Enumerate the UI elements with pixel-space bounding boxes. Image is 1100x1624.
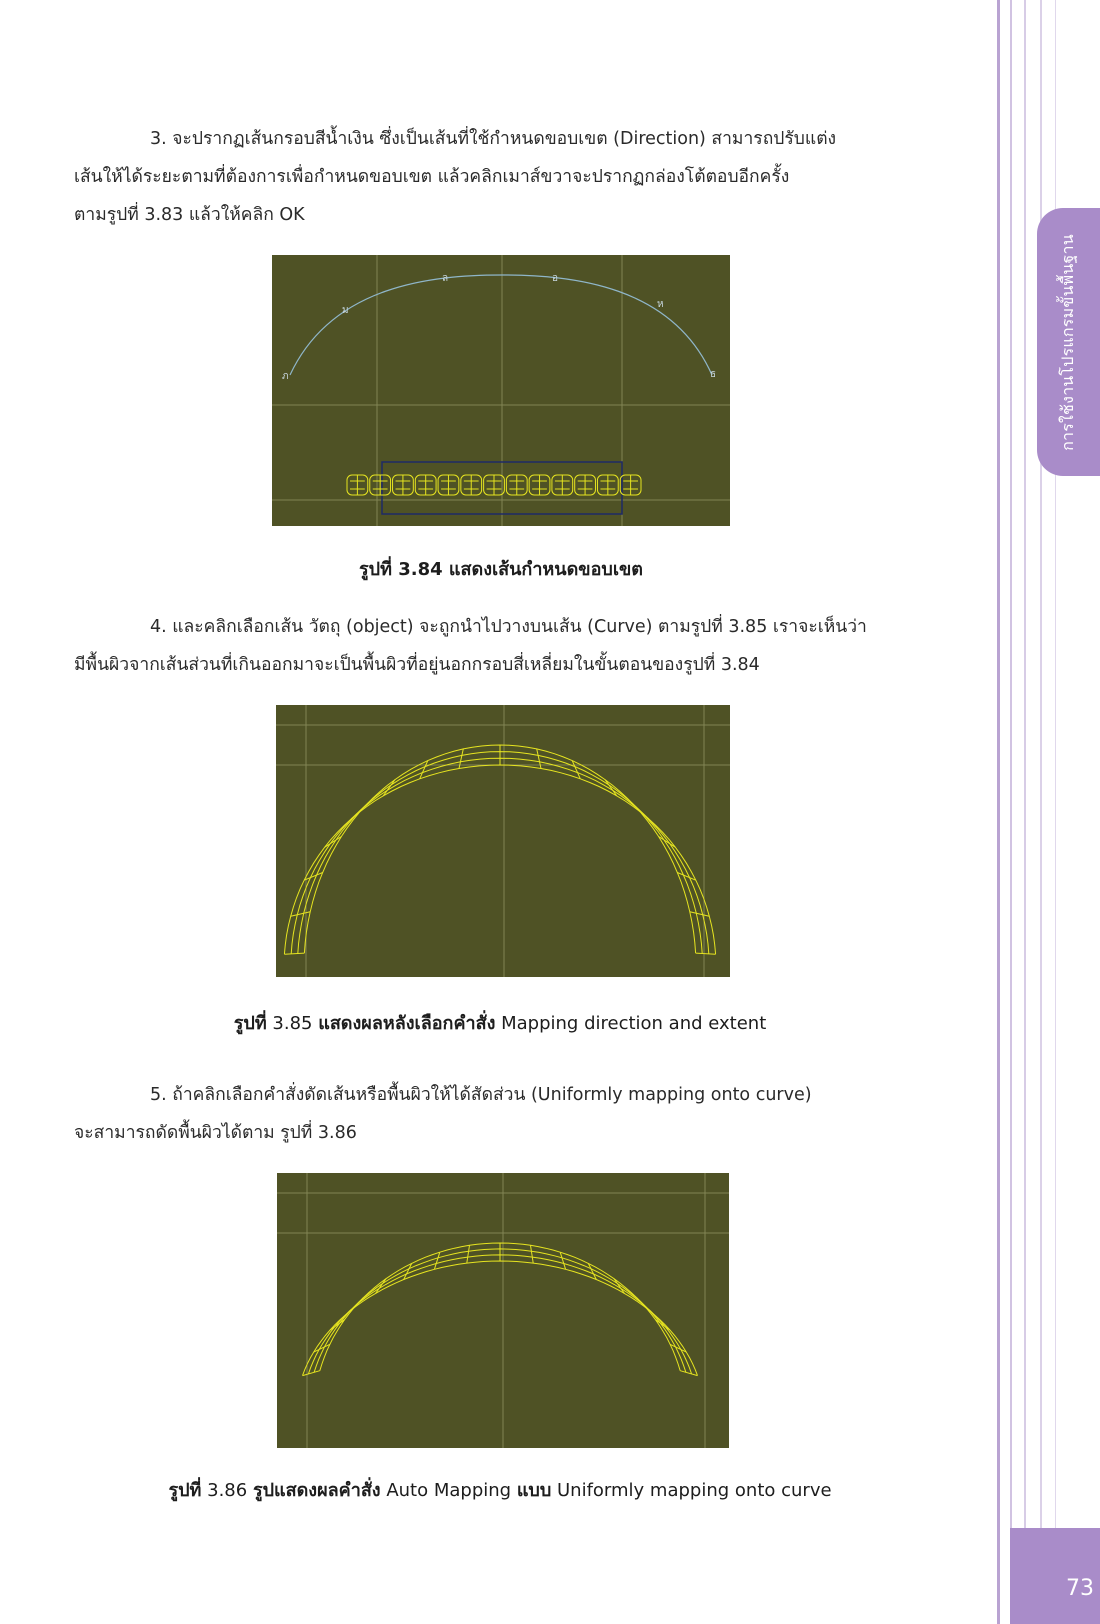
wire-segment: [330, 1320, 345, 1331]
wire-segment: [284, 953, 304, 954]
wire-segment: [291, 912, 311, 916]
caption-text: Uniformly mapping onto curve: [551, 1480, 832, 1501]
caption-text: แบบ: [516, 1480, 552, 1501]
paragraph-step-4: [74, 608, 954, 684]
wire-segment: [634, 805, 649, 819]
page-number-block: [1010, 1528, 1100, 1624]
caption-text: รูปที่: [233, 1013, 267, 1034]
wire-segment: [637, 1298, 650, 1311]
margin-rail: [997, 0, 1000, 1624]
margin-rail: [1024, 0, 1026, 1624]
chapter-side-tab-label: การใช้งานโปรแกรมขั้นพื้นฐาน: [1058, 233, 1078, 451]
caption-text: รูปที่: [168, 1480, 202, 1501]
paragraph-line: เส้นให้ได้ระยะตามที่ต้องการเพื่อกำหนดขอบเขต แล้วคลิกเมาส์ขวาจะปรากฏกล่องโต้ตอบอีกครั้ง: [74, 167, 790, 187]
wire-segment: [531, 1245, 534, 1263]
vertex-label: ล: [442, 273, 449, 284]
vertex-label: อ: [552, 273, 559, 284]
wire-segment: [303, 1371, 320, 1376]
wire-segment: [560, 1252, 565, 1269]
wire-segment: [434, 1252, 439, 1269]
figure-3-86-drawing: [277, 1173, 729, 1448]
caption-text: 3.86: [201, 1480, 253, 1501]
chapter-side-tab: [1037, 208, 1100, 476]
figure-3-84-drawing: [272, 255, 730, 526]
margin-rail: [1010, 0, 1012, 1624]
paragraph-step-5: [74, 1076, 954, 1152]
bent-wire-strip: [284, 745, 715, 954]
page-number: 73: [1066, 1576, 1094, 1601]
vertex-label: ธ: [710, 369, 717, 380]
paragraph-line: 3. จะปรากฏเส้นกรอบสีน้ำเงิน ซึ่งเป็นเส้นที่ใช้กำหนดขอบเขต (Direction) สามารถปรับแต่ง: [150, 129, 837, 149]
vertex-label: ภ: [282, 371, 289, 382]
figure-3-84-caption: [272, 554, 730, 583]
paragraph-line: มีพื้นผิวจากเส้นส่วนที่เกินออกมาจะเป็นพื้นผิวที่อยู่นอกกรอบสี่เหลี่ยมในขั้นตอนของรูปที่ 3.84: [74, 655, 760, 675]
caption-text: แสดงผลหลังเลือกคำสั่ง: [318, 1013, 496, 1034]
viewport-grid: [272, 255, 730, 526]
viewport-grid: [277, 1173, 729, 1448]
wire-segment: [659, 837, 676, 848]
wire-segment: [690, 912, 710, 916]
wire-segment: [459, 749, 463, 769]
figure-3-85-caption: [130, 1008, 870, 1037]
wire-segment: [614, 1279, 624, 1294]
paragraph-line: จะสามารถดัดพื้นผิวได้ตาม รูปที่ 3.86: [74, 1123, 357, 1143]
wire-segment: [467, 1245, 470, 1263]
figure-3-86-viewport: [277, 1173, 729, 1448]
wire-segment: [696, 953, 716, 954]
wire-segment: [656, 1320, 671, 1331]
caption-text: 3.85: [266, 1013, 319, 1034]
figure-3-84-viewport: [272, 255, 730, 526]
caption-text: รูปแสดงผลคำสั่ง: [252, 1480, 381, 1501]
wire-segment: [325, 837, 342, 848]
paragraph-line: ตามรูปที่ 3.83 แล้วให้คลิก OK: [74, 205, 305, 225]
wire-segment: [680, 1371, 697, 1376]
curve-vertex-labels: [282, 273, 716, 382]
figure-3-85-viewport: [276, 705, 730, 977]
caption-text: Auto Mapping: [380, 1480, 517, 1501]
caption-text: รูปที่ 3.84 แสดงเส้นกำหนดขอบเขต: [359, 559, 643, 580]
caption-text: Mapping direction and extent: [495, 1013, 767, 1034]
paragraph-line: 5. ถ้าคลิกเลือกคำสั่งดัดเส้นหรือพื้นผิวให้ได้สัดส่วน (Uniformly mapping onto curve): [150, 1085, 812, 1105]
wire-segment: [351, 1298, 364, 1311]
uniform-wire-strip: [303, 1243, 698, 1376]
wire-segment: [351, 805, 366, 819]
wire-segment: [537, 749, 541, 769]
figure-3-85-drawing: [276, 705, 730, 977]
vertex-label: ม: [342, 305, 349, 316]
wire-segment: [376, 1279, 386, 1294]
vertex-label: ห: [657, 299, 664, 310]
paragraph-line: 4. และคลิกเลือกเส้น วัตถุ (object) จะถูกนำไปวางบนเส้น (Curve) ตามรูปที่ 3.85 เราจะเห็นว่า: [150, 617, 867, 637]
flat-wire-strip: [347, 475, 641, 495]
direction-curve: [290, 275, 712, 375]
paragraph-step-3: [74, 120, 954, 234]
figure-3-86-caption: [100, 1475, 900, 1504]
